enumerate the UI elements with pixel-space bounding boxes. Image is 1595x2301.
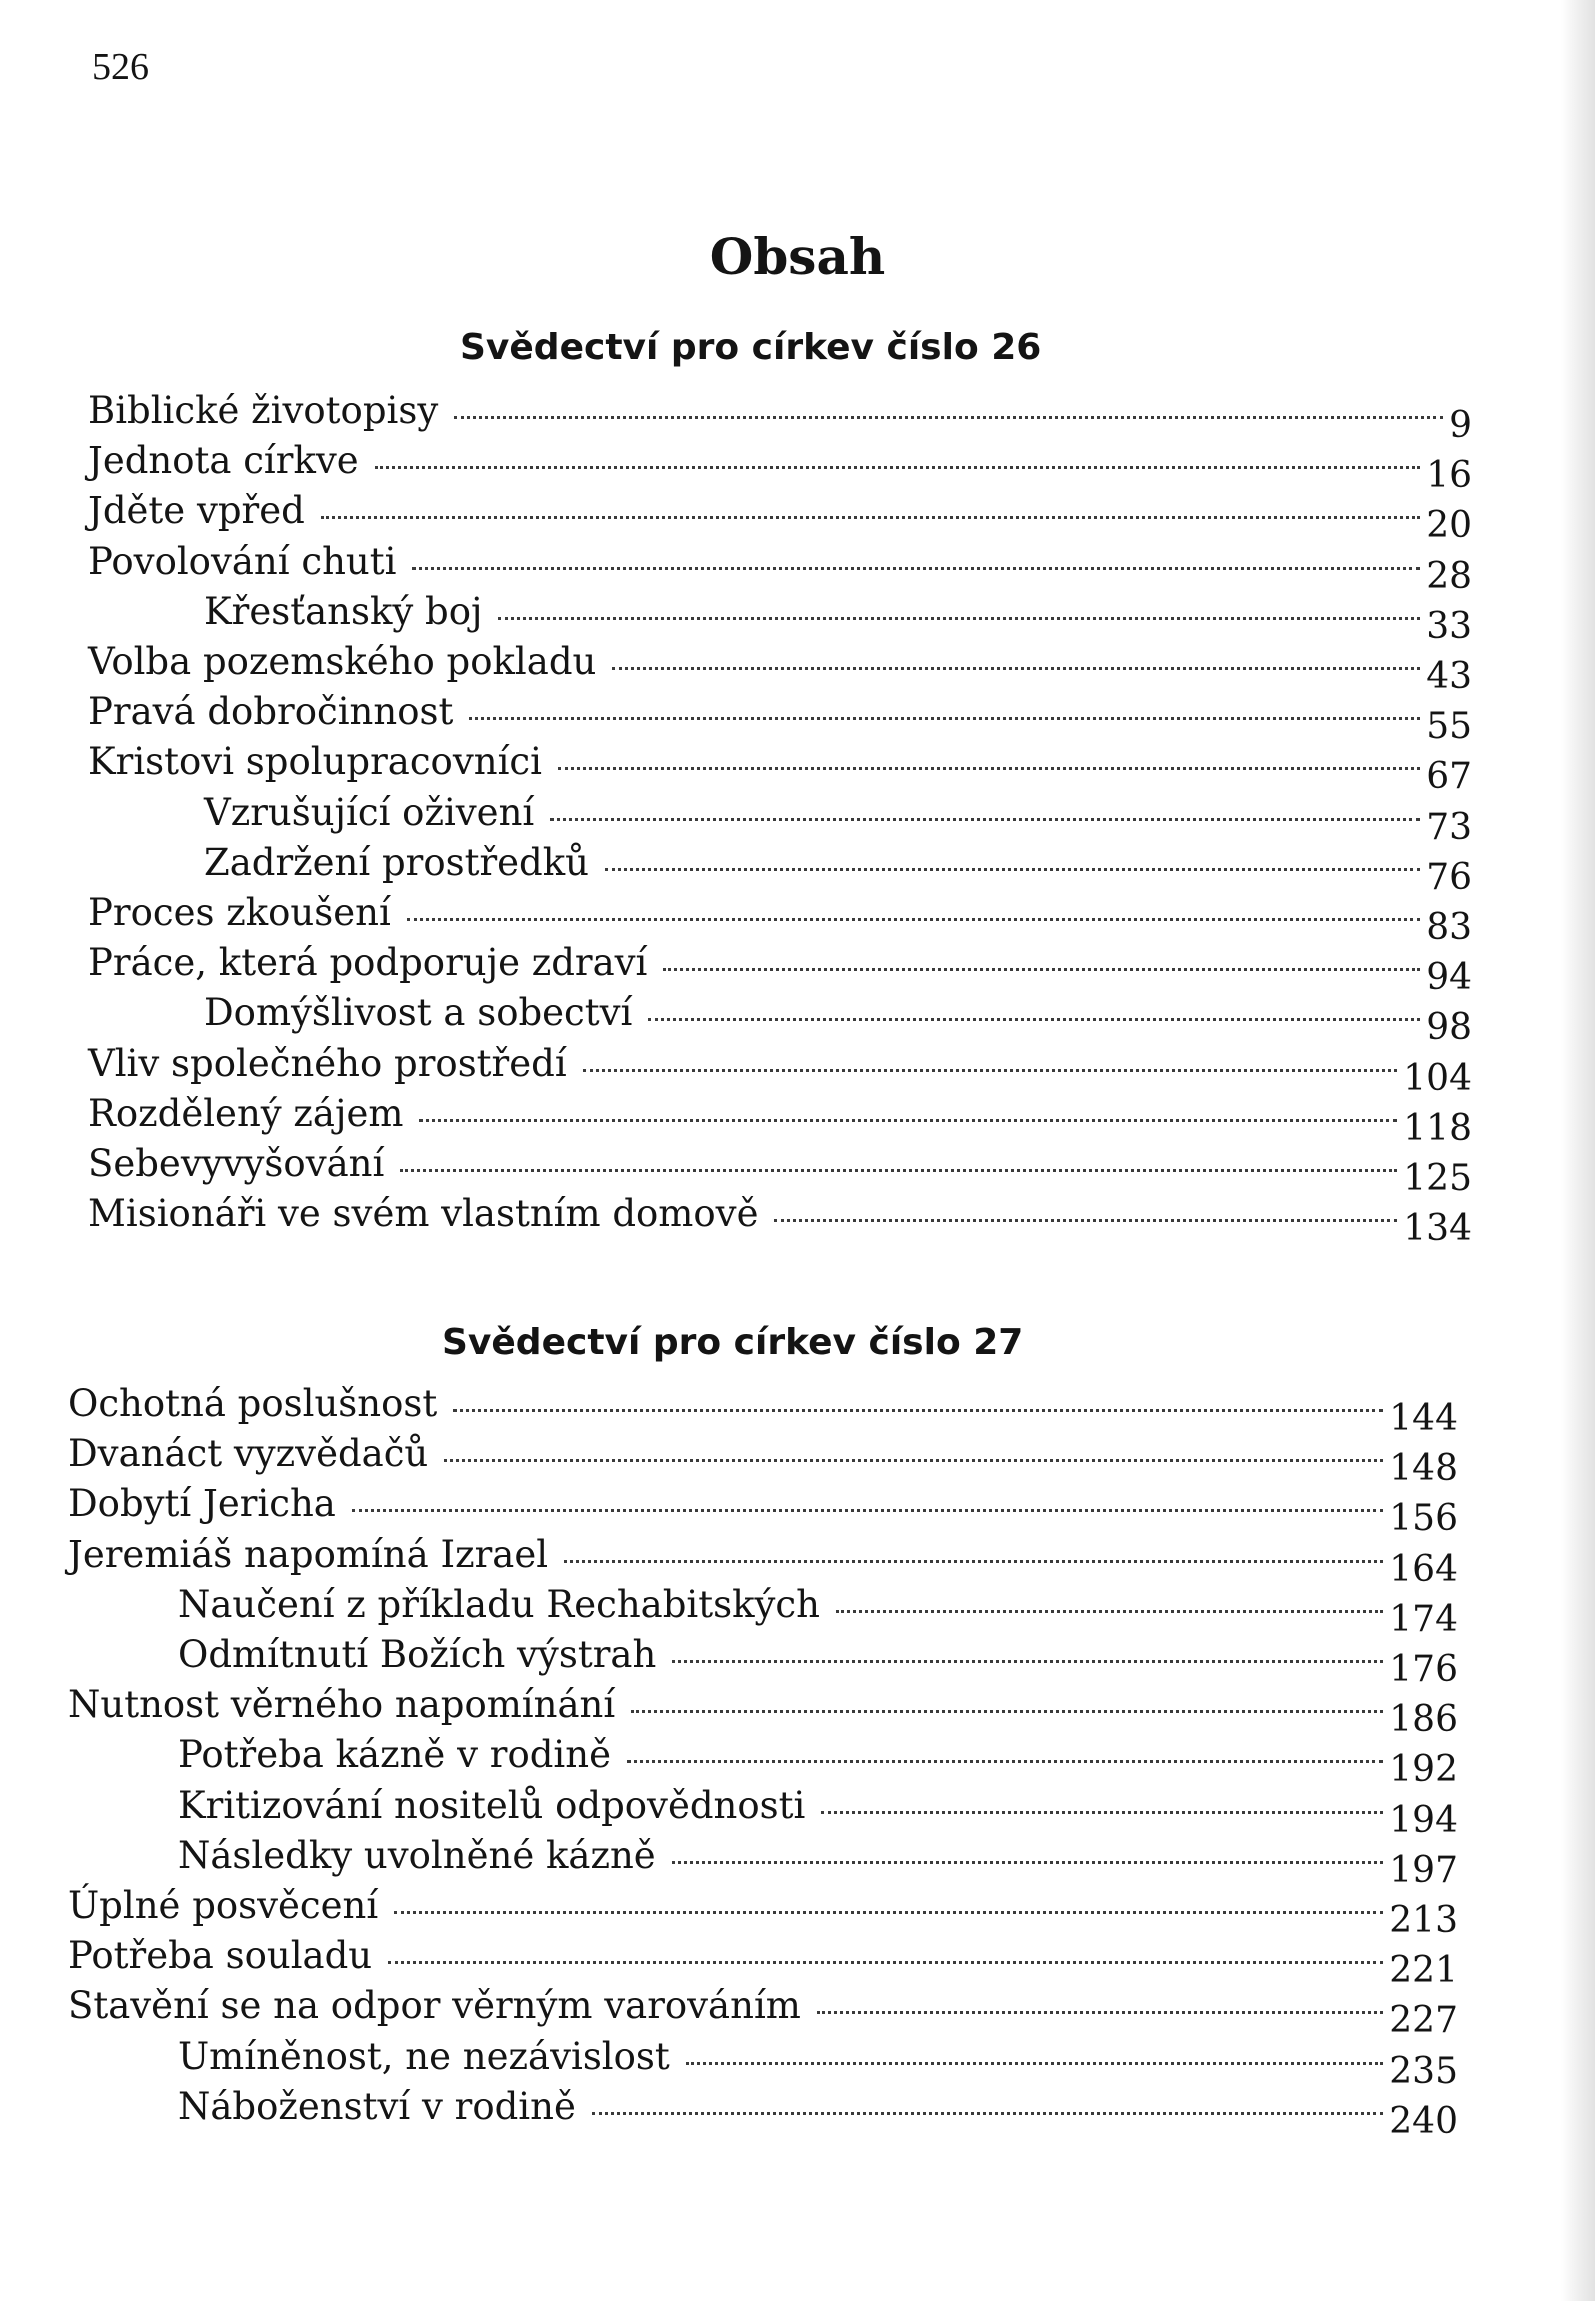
toc-dot-leader [407,918,1420,921]
toc-entry-page: 9 [1449,405,1472,446]
toc-dot-leader [592,2112,1383,2115]
page-number: 526 [92,46,149,88]
toc-dot-leader [498,617,1420,620]
toc-dot-leader [663,968,1420,971]
toc-entry-title: Pravá dobročinnost [88,690,454,734]
toc-entry-title: Nutnost věrného napomínání [68,1683,616,1727]
toc-entry-title: Dobytí Jericha [68,1482,336,1526]
toc-entry [88,1142,1472,1199]
toc-entry [178,1733,1458,1791]
toc-entry-page: 125 [1403,1158,1472,1199]
toc-entry-title: Následky uvolněné kázně [178,1833,656,1877]
toc-entry-page: 98 [1426,1007,1472,1049]
toc-entry-page: 227 [1389,2000,1458,2042]
toc-entry-page: 67 [1426,756,1472,798]
toc-entry-page: 16 [1426,455,1472,497]
toc-dot-leader [419,1119,1397,1122]
toc-entry [88,539,1472,597]
toc-dot-leader [352,1509,1383,1512]
section-heading-26: Svědectví pro církev číslo 26 [460,327,1042,368]
toc-entry [68,1432,1458,1490]
page-edge-shadow [1561,0,1595,2301]
toc-entry [88,439,1472,497]
toc-entry-title: Umíněnost, ne nezávislost [178,2034,670,2078]
toc-entry-page: 20 [1426,505,1472,547]
toc-entry-page: 73 [1426,806,1472,848]
toc-entry-title: Sebevyvyšování [88,1142,385,1185]
toc-entry-title: Misionáři ve svém vlastním domově [88,1192,759,1236]
toc-entry-title: Stavění se na odpor věrným varováním [68,1984,801,2028]
toc-dot-leader [412,567,1420,570]
toc-dot-leader [444,1459,1383,1462]
toc-dot-leader [774,1219,1397,1222]
toc-entry-page: 235 [1389,2050,1458,2092]
toc-dot-leader [453,1409,1383,1412]
toc-dot-leader [605,868,1420,871]
toc-dot-leader [627,1760,1383,1763]
toc-dot-leader [672,1861,1384,1864]
toc-entry-title: Dvanáct vyzvědačů [68,1432,429,1476]
toc-dot-leader [612,667,1420,670]
toc-entry-page: 94 [1426,957,1472,999]
toc-entry-title: Povolování chuti [88,539,397,583]
toc-entry-title: Ochotná poslušnost [68,1382,438,1425]
toc-entry [88,1192,1472,1250]
toc-dot-leader [648,1018,1420,1021]
toc-entry-title: Jeremiáš napomíná Izrael [68,1532,549,1576]
toc-entry-title: Zadržení prostředků [204,840,589,884]
toc-entry [204,840,1472,898]
toc-dot-leader [558,767,1420,770]
toc-dot-leader [375,466,1421,469]
toc-entry-page: 76 [1426,856,1472,898]
toc-entry [178,1833,1458,1891]
section-heading-27: Svědectví pro církev číslo 27 [442,1322,1024,1363]
toc-entry [88,740,1472,798]
toc-entry [68,1532,1458,1590]
toc-entry-page: 174 [1389,1598,1458,1640]
toc-entry-page: 192 [1389,1749,1458,1791]
toc-entry-page: 164 [1389,1548,1458,1590]
toc-dot-leader [821,1811,1383,1814]
toc-entry-page: 186 [1389,1699,1458,1741]
toc-entry [68,1683,1458,1741]
toc-entry-title: Rozdělený zájem [88,1091,404,1135]
toc-entry-title: Kristovi spolupracovníci [88,740,542,784]
toc-entry-page: 176 [1389,1649,1458,1690]
page-title: Obsah [709,227,886,286]
toc-entry-title: Naučení z příkladu Rechabitských [178,1582,820,1626]
toc-entry-page: 197 [1389,1849,1458,1891]
toc-entry [178,2084,1458,2142]
toc-entry [88,1041,1472,1099]
toc-dot-leader [631,1710,1383,1713]
toc-entry-page: 83 [1426,907,1472,948]
toc-entry [88,1091,1472,1149]
toc-entry-page: 43 [1426,656,1472,697]
toc-entry-title: Proces zkoušení [88,891,391,934]
toc-entry [68,1884,1458,1941]
toc-dot-leader [564,1560,1383,1563]
toc-entry-title: Jděte vpřed [88,489,305,533]
toc-entry-page: 221 [1389,1950,1458,1992]
toc-entry-title: Kritizování nositelů odpovědnosti [178,1783,806,1827]
toc-entry-page: 33 [1426,605,1472,647]
toc-entry [68,1482,1458,1540]
toc-entry [204,790,1472,848]
toc-entry [178,2034,1458,2092]
toc-entry [68,1934,1458,1992]
toc-entry [88,389,1472,446]
toc-entry [88,891,1472,948]
toc-entry-title: Potřeba kázně v rodině [178,1733,611,1777]
toc-dot-leader [836,1610,1383,1613]
toc-entry-title: Vzrušující oživení [204,790,535,834]
toc-entry-page: 104 [1403,1057,1472,1099]
toc-entry-page: 144 [1389,1398,1458,1439]
toc-entry [68,1382,1458,1439]
toc-dot-leader [583,1069,1398,1072]
toc-entry-title: Potřeba souladu [68,1934,373,1978]
toc-entry [88,640,1472,697]
toc-entry [88,941,1472,999]
toc-entry [178,1783,1458,1841]
toc-entry-title: Volba pozemského pokladu [88,640,597,683]
toc-entry-title: Náboženství v rodině [178,2084,576,2128]
toc-entry [178,1633,1458,1690]
toc-entry-page: 148 [1389,1448,1458,1490]
toc-entry-title: Úplné posvěcení [68,1884,379,1927]
toc-entry [178,1582,1458,1640]
toc-dot-leader [454,416,1443,419]
toc-dot-leader [686,2062,1384,2065]
toc-entry-title: Práce, která podporuje zdraví [88,941,648,985]
toc-dot-leader [469,717,1420,720]
toc-dot-leader [321,516,1420,519]
toc-dot-leader [817,2011,1383,2014]
toc-entry-title: Biblické životopisy [88,389,439,432]
toc-dot-leader [550,818,1420,821]
toc-entry-page: 55 [1426,706,1472,748]
toc-entry [88,489,1472,547]
toc-entry-page: 156 [1389,1498,1458,1540]
toc-entry-page: 194 [1389,1799,1458,1841]
toc-dot-leader [400,1169,1397,1172]
toc-dot-leader [672,1660,1383,1663]
toc-entry-title: Jednota církve [88,439,359,483]
toc-entry [204,991,1472,1049]
toc-entry-page: 134 [1403,1208,1472,1250]
toc-entry-title: Odmítnutí Božích výstrah [178,1633,657,1676]
toc-entry-page: 240 [1389,2100,1458,2142]
toc-entry-page: 118 [1403,1107,1472,1149]
toc-entry-title: Křesťanský boj [204,589,483,633]
toc-entry-page: 28 [1426,555,1472,597]
toc-entry [88,690,1472,748]
toc-dot-leader [394,1911,1383,1914]
toc-entry-title: Vliv společného prostředí [88,1041,567,1085]
toc-entry-title: Domýšlivost a sobectví [204,991,633,1035]
toc-entry [68,1984,1458,2042]
toc-entry-page: 213 [1389,1900,1458,1941]
toc-dot-leader [388,1961,1383,1964]
toc-entry [204,589,1472,647]
